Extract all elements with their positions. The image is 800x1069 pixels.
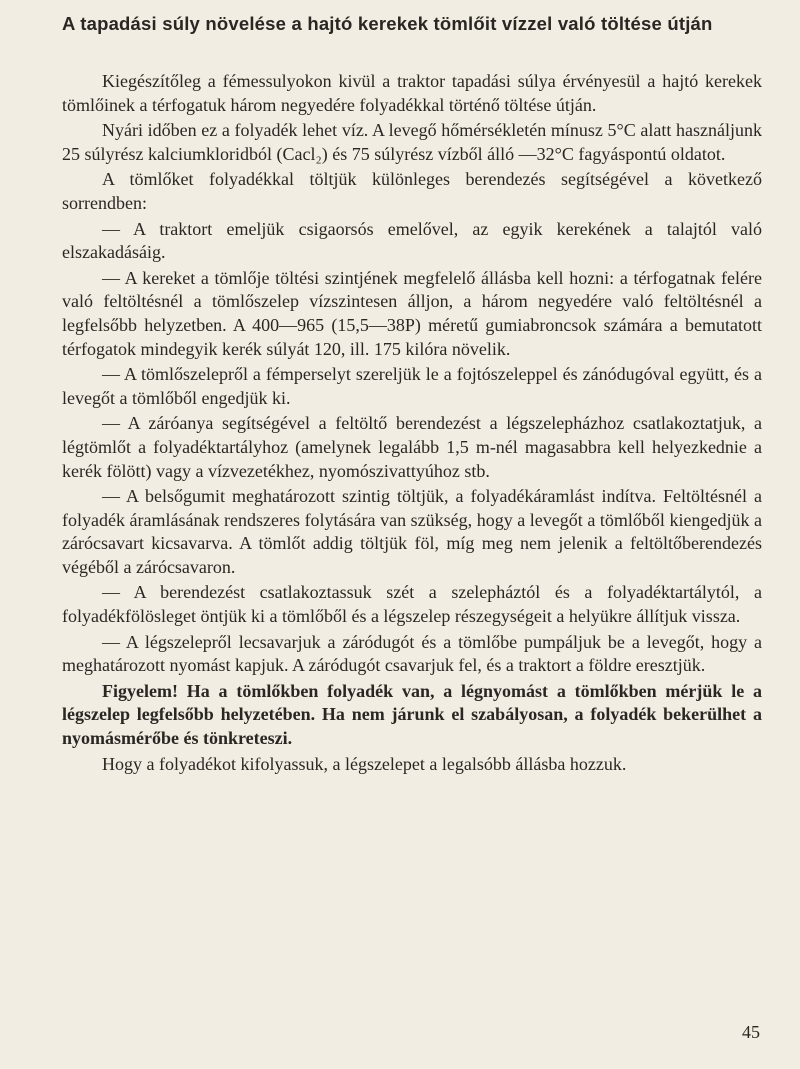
step-3: — A tömlőszelepről a fémperselyt szereljük le a fojtószeleppel és zánódugóval együtt, és a levegőt a tömlőből engedjük ki.	[62, 364, 762, 408]
section-heading: A tapadási súly növelése a hajtó kerekek tömlőit vízzel való töltése útján	[62, 13, 713, 34]
closing-paragraph: Hogy a folyadékot kifolyassuk, a légszelepet a legalsóbb állásba hozzuk.	[102, 753, 627, 774]
step-4: — A záróanya segítségével a feltöltő berendezést a légszelepházhoz csatlakoztatjuk, a légtömlőt a folyadéktartályhoz (amelynek legalább 1,5 m-nél magasabbra kell helyezkednie a kerék fölött) vagy a vízvezetékhez, nyomószivattyúhoz stb.	[62, 413, 762, 481]
paragraph-3: A tömlőket folyadékkal töltjük különleges berendezés segítségével a következő sorrendben:	[62, 169, 762, 213]
paragraph-2: Nyári időben ez a folyadék lehet víz. A levegő hőmérsékletén mínusz 5°C alatt használjunk 25 súlyrész kalciumkloridból (Cacl₂) és 75 súlyrész vízből álló —32°C fagyáspontú oldatot.	[62, 120, 762, 164]
paragraph-1: Kiegészítőleg a fémessulyokon kivül a traktor tapadási súlya érvényesül a hajtó kerekek tömlőinek a térfogatuk három negyedére folyadékkal történő töltése útján.	[62, 71, 762, 115]
page-content	[62, 10, 762, 778]
page-number: 45	[742, 1022, 760, 1042]
step-7: — A légszelepről lecsavarjuk a záródugót és a tömlőbe pumpáljuk be a levegőt, hogy a meghatározott nyomást kapjuk. A záródugót csavarjuk fel, és a traktort a földre eresztjük.	[62, 631, 762, 676]
step-1: — A traktort emeljük csigaorsós emelővel, az egyik kerekének a talajtól való elszakadásáig.	[62, 218, 762, 263]
warning-paragraph: Figyelem! Ha a tömlőkben folyadék van, a légnyomást a tömlőkben mérjük le a légszelep legfelsőbb helyzetében. Ha nem járunk el szabályosan, a folyadék bekerülhet a nyomásmérőbe és tönkreteszi.	[62, 680, 762, 749]
step-5: — A belsőgumit meghatározott szintig töltjük, a folyadékáramlást indítva. Feltöltésnél a folyadék áramlásának rendszeres folytására van szükség, hogy a levegőt a tömlőből kiengedjük a zárócsavart kicsavarva. A tömlőt addig töltjük föl, míg meg nem jelenik a feltöltőberendezés végéből a zárócsavaron.	[62, 486, 762, 577]
step-6: — A berendezést csatlakoztassuk szét a szelepháztól és a folyadéktartálytól, a folyadékfölösleget öntjük ki a tömlőből és a légszelep részegységeit a helyükre állítjuk vissza.	[62, 582, 762, 627]
step-2: — A kereket a tömlője töltési szintjének megfelelő állásba kell hozni: a térfogatnak felére való feltöltésnél a tömlőszelep vízszintesen álljon, a három negyedére való feltöltésnél a legfelsőbb helyzetben. A 400—965 (15,5—38P) méretű gumiabroncsok számára a bemutatott térfogatok mindegyik kerék súlyát 120, ill. 175 kilóra növelik.	[62, 267, 762, 359]
